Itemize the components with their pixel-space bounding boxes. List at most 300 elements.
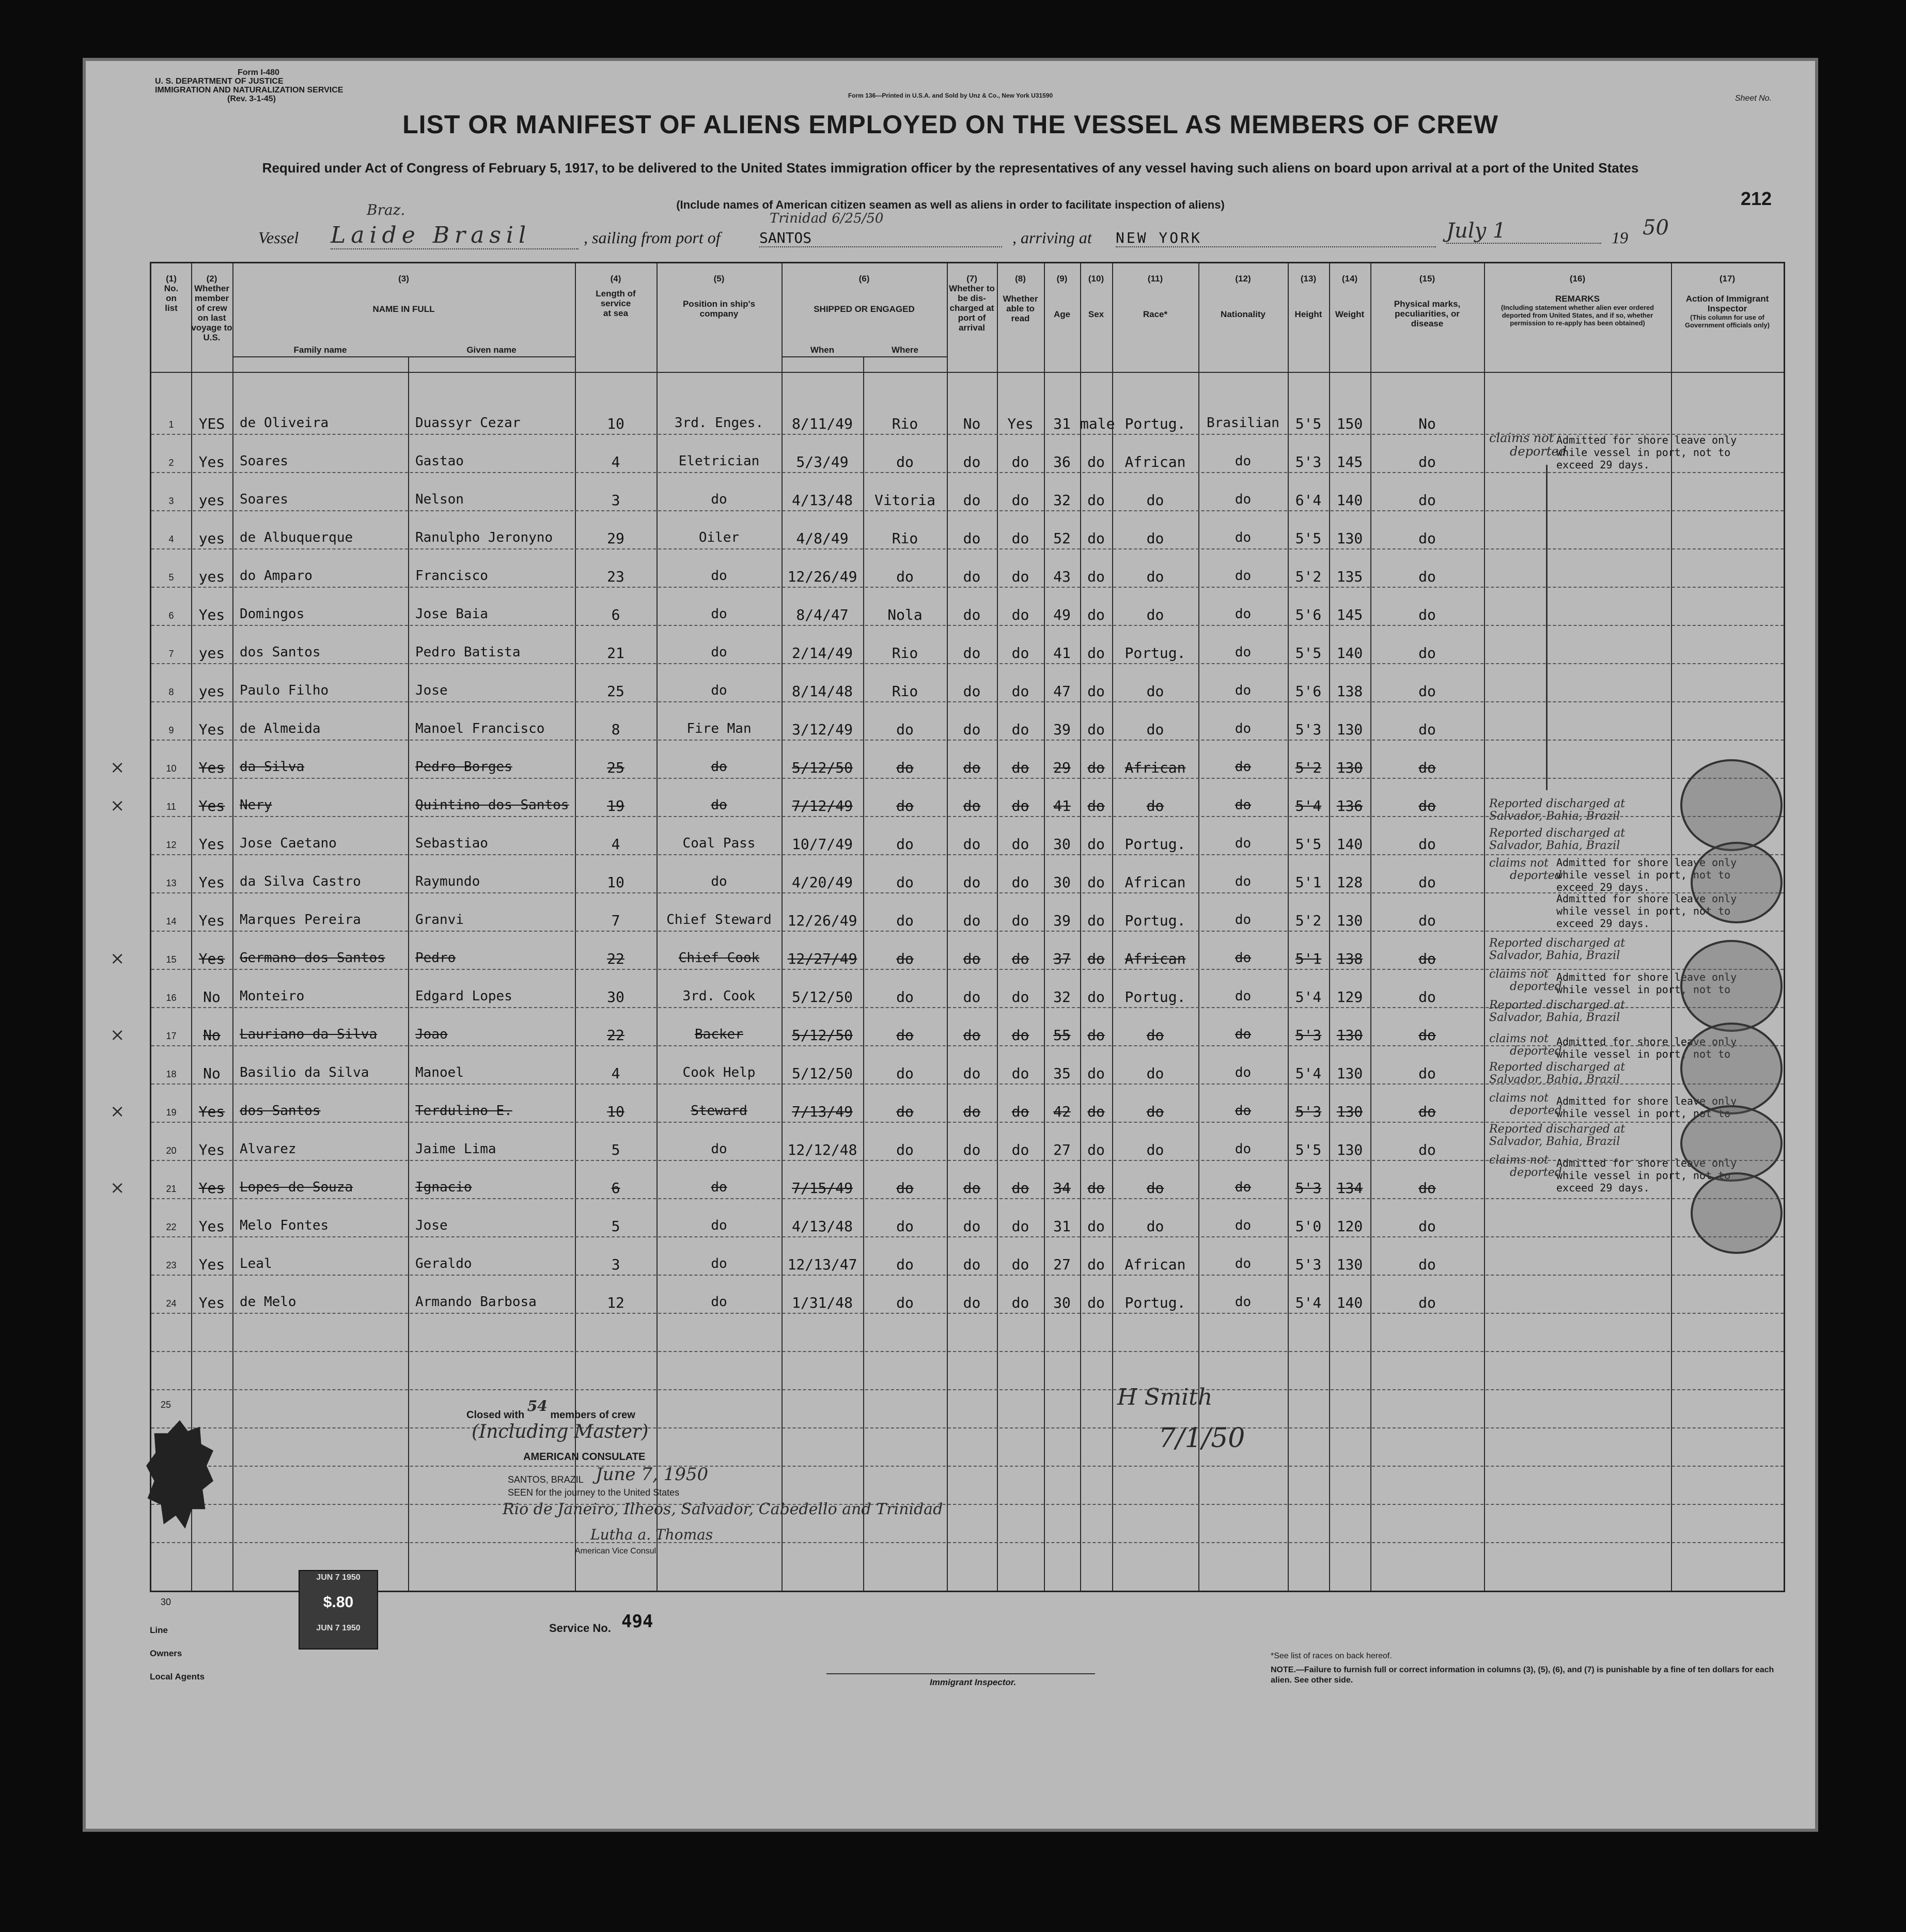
given-name: Jaime Lima (415, 1141, 496, 1157)
position: Chief Cook (678, 950, 760, 966)
height: 5'0 (1295, 1218, 1322, 1235)
engaged-when: 7/12/49 (791, 797, 853, 814)
engaged-when: 8/4/47 (796, 606, 849, 623)
age: 41 (1053, 645, 1071, 662)
height: 5'3 (1295, 1103, 1322, 1120)
given-name: Manoel (415, 1065, 464, 1080)
col-15-header: (15) Physical marks, peculiarities, or disease (1394, 274, 1461, 328)
given-name: Jose (415, 683, 448, 698)
service-length: 19 (607, 797, 624, 814)
col-14-header: (14) Weight (1335, 274, 1365, 319)
discharged: do (963, 606, 981, 623)
sex: do (1087, 1256, 1105, 1273)
inspector-action-3: Admitted for shore leave only while vessel in port, not to exceed 29 days. (1556, 892, 1737, 930)
page-title: LIST OR MANIFEST OF ALIENS EMPLOYED ON THE VESSEL AS MEMBERS OF CREW (402, 110, 1498, 139)
inspector-date: 7/1/50 (1159, 1423, 1245, 1454)
physical-marks: do (1418, 1103, 1436, 1120)
able-to-read: do (1011, 453, 1029, 470)
family-name: Soares (240, 492, 288, 507)
discharged: do (963, 988, 981, 1006)
service-name: IMMIGRATION AND NATURALIZATION SERVICE (155, 86, 343, 95)
col-4-header: (4) Length of service at sea (596, 274, 636, 318)
table-row (151, 566, 1784, 587)
position: do (711, 568, 727, 584)
nationality: do (1235, 1027, 1252, 1042)
remark-row-17: Reported discharged at Salvador, Bahia, Brazil (1489, 999, 1626, 1024)
consulate-place: SANTOS, BRAZIL (508, 1474, 584, 1485)
remark-row-11: Reported discharged at Salvador, Bahia, Brazil (1489, 827, 1626, 852)
height: 5'3 (1295, 1027, 1322, 1044)
engaged-where: do (896, 836, 914, 853)
row-number: 20 (166, 1145, 177, 1156)
row-number: 18 (166, 1069, 177, 1079)
physical-marks: do (1418, 1218, 1436, 1235)
physical-marks: do (1418, 645, 1436, 662)
physical-marks: do (1418, 836, 1436, 853)
discharged: do (963, 912, 981, 929)
nationality: do (1235, 797, 1252, 813)
discharged: do (963, 1103, 981, 1120)
position: Coal Pass (682, 836, 756, 851)
height: 5'2 (1295, 568, 1322, 585)
vessel-prefix: Braz. (367, 201, 405, 218)
given-name: Joao (415, 1027, 448, 1042)
table-row (151, 528, 1784, 548)
race: Portug. (1124, 912, 1186, 929)
service-length: 21 (607, 645, 624, 662)
able-to-read: do (1011, 1294, 1029, 1311)
arrival-date: July 1 (1446, 219, 1601, 244)
engaged-where: do (896, 1294, 914, 1311)
position: do (711, 606, 727, 622)
consul-signature: Lutha a. Thomas (590, 1526, 713, 1543)
weight: 130 (1336, 1027, 1363, 1044)
service-length: 10 (607, 415, 624, 432)
age: 32 (1053, 988, 1071, 1006)
height: 6'4 (1295, 492, 1322, 509)
race: do (1146, 568, 1164, 585)
col-12-header: (12) Nationality (1221, 274, 1266, 319)
remark-row-15: Reported discharged at Salvador, Bahia, Brazil (1489, 937, 1626, 962)
engaged-where: Rio (892, 415, 918, 432)
able-to-read: do (1011, 988, 1029, 1006)
row-number: 2 (168, 458, 174, 468)
sex: do (1087, 1065, 1105, 1082)
weight: 136 (1336, 797, 1363, 814)
given-name: Pedro (415, 950, 456, 966)
family-name: Lopes de Souza (240, 1180, 353, 1195)
service-length: 6 (611, 606, 620, 623)
position: Steward (691, 1103, 747, 1119)
given-name: Jose (415, 1218, 448, 1233)
service-length: 10 (607, 1103, 624, 1120)
race: African (1124, 874, 1186, 891)
weight: 120 (1336, 1218, 1363, 1235)
table-row (151, 604, 1784, 625)
service-length: 4 (611, 453, 620, 470)
col-11-header: (11) Race* (1143, 274, 1168, 319)
family-name: Soares (240, 453, 288, 469)
engaged-when: 5/3/49 (796, 453, 849, 470)
col-13-header: (13) Height (1294, 274, 1322, 319)
family-name: Nery (240, 797, 272, 813)
last-voyage: yes (198, 645, 225, 662)
able-to-read: do (1011, 1256, 1029, 1273)
age: 30 (1053, 1294, 1071, 1311)
height: 5'4 (1295, 797, 1322, 814)
engaged-when: 4/13/48 (791, 492, 853, 509)
engaged-when: 4/20/49 (791, 874, 853, 891)
family-name-header: Family name (293, 345, 347, 355)
nationality: do (1235, 645, 1252, 660)
ditto-line (1546, 465, 1548, 790)
age: 31 (1053, 1218, 1071, 1235)
race: do (1146, 797, 1164, 814)
physical-marks: do (1418, 1027, 1436, 1044)
nationality: do (1235, 1141, 1252, 1157)
service-length: 5 (611, 1141, 620, 1158)
col-3-header: (3) NAME IN FULL (372, 274, 435, 314)
service-number: 494 (621, 1611, 653, 1632)
last-voyage: Yes (198, 950, 225, 967)
physical-marks: do (1418, 683, 1436, 700)
weight: 130 (1336, 530, 1363, 547)
requirement-text: Required under Act of Congress of February 5, 1917, to be delivered to the United States immigration officer by the representatives of any vessel having such aliens on board upon arrival at a port of the United States (262, 160, 1639, 176)
engaged-where: do (896, 1218, 914, 1235)
row-number: 21 (166, 1184, 177, 1194)
sex: male (1080, 415, 1115, 432)
height: 5'5 (1295, 530, 1322, 547)
table-row (151, 681, 1784, 701)
race: African (1124, 1256, 1186, 1273)
where-header: Where (892, 345, 918, 355)
given-name: Duassyr Cezar (415, 415, 521, 431)
last-voyage: yes (198, 530, 225, 547)
height: 5'5 (1295, 645, 1322, 662)
row-marker-30: 30 (161, 1597, 171, 1607)
discharged: do (963, 1294, 981, 1311)
engaged-where: do (896, 874, 914, 891)
sex: do (1087, 988, 1105, 1006)
able-to-read: do (1011, 568, 1029, 585)
position: do (711, 1218, 727, 1233)
consulate-name: AMERICAN CONSULATE (523, 1451, 646, 1463)
engaged-when: 2/14/49 (791, 645, 853, 662)
age: 27 (1053, 1256, 1071, 1273)
family-name: Leal (240, 1256, 272, 1271)
race: Portug. (1124, 645, 1186, 662)
engaged-where: do (896, 1141, 914, 1158)
given-name: Pedro Borges (415, 759, 512, 775)
engaged-where: do (896, 988, 914, 1006)
inspector-action-2: Admitted for shore leave only while vessel in port, not to exceed 29 days. (1556, 856, 1737, 893)
last-voyage: Yes (198, 1103, 225, 1120)
discharged: do (963, 1218, 981, 1235)
given-name: Ranulpho Jeronyno (415, 530, 553, 545)
engaged-where: do (896, 568, 914, 585)
sailing-label: , sailing from port of (584, 228, 721, 247)
age: 34 (1053, 1180, 1071, 1197)
strike-mark-icon: × (110, 1177, 125, 1198)
height: 5'5 (1295, 836, 1322, 853)
nationality: do (1235, 759, 1252, 775)
discharged: do (963, 1256, 981, 1273)
remark-row-10: Reported discharged at Salvador, Bahia, Brazil (1489, 797, 1626, 823)
printer-line: Form 136—Printed in U.S.A. and Sold by Unz & Co., New York U31590 (848, 92, 1053, 99)
official-seal-stamp (1691, 842, 1783, 923)
discharged: do (963, 530, 981, 547)
physical-marks: do (1418, 1180, 1436, 1197)
closed-with-line: Closed with 54 members of crew (466, 1397, 635, 1421)
row-number: 3 (168, 496, 174, 506)
nationality: Brasilian (1207, 415, 1279, 431)
family-name: Melo Fontes (240, 1218, 329, 1233)
sex: do (1087, 606, 1105, 623)
service-length: 10 (607, 874, 624, 891)
height: 5'1 (1295, 950, 1322, 967)
physical-marks: do (1418, 874, 1436, 891)
able-to-read: do (1011, 721, 1029, 738)
sex: do (1087, 1294, 1105, 1311)
physical-marks: No (1418, 415, 1436, 432)
engaged-where: do (896, 950, 914, 967)
remark-row-1: claims not deported (1489, 431, 1567, 459)
nationality: do (1235, 1218, 1252, 1233)
col-1-header: (1) No. on list (164, 274, 179, 313)
race: do (1146, 1141, 1164, 1158)
discharged: do (963, 950, 981, 967)
include-note: (Include names of American citizen seamen as well as aliens in order to facilitate inspection of aliens) (676, 198, 1225, 211)
weight: 128 (1336, 874, 1363, 891)
position: do (711, 759, 727, 775)
last-voyage: Yes (198, 874, 225, 891)
height: 5'3 (1295, 721, 1322, 738)
weight: 138 (1336, 950, 1363, 967)
nationality: do (1235, 683, 1252, 698)
table-row (151, 1254, 1784, 1275)
row-number: 12 (166, 840, 177, 850)
last-voyage: No (203, 1027, 221, 1044)
sex: do (1087, 1180, 1105, 1197)
family-name: Jose Caetano (240, 836, 337, 851)
service-length: 25 (607, 683, 624, 700)
discharged: do (963, 568, 981, 585)
row-number: 24 (166, 1298, 177, 1309)
row-number: 5 (168, 572, 174, 583)
race: Portug. (1124, 1294, 1186, 1311)
remark-row-22: claims not deported (1489, 1154, 1562, 1179)
weight: 130 (1336, 759, 1363, 776)
weight: 150 (1336, 415, 1363, 432)
engaged-where: Vitoria (874, 492, 935, 509)
height: 5'3 (1295, 1256, 1322, 1273)
official-seal-stamp (1691, 1172, 1783, 1254)
row-number: 1 (168, 419, 174, 430)
service-length: 3 (611, 492, 620, 509)
inspector-action-5: Admitted for shore leave only while vessel in port, not to (1556, 1035, 1737, 1060)
discharged: do (963, 683, 981, 700)
able-to-read: do (1011, 1103, 1029, 1120)
family-name: Alvarez (240, 1141, 296, 1157)
weight: 130 (1336, 912, 1363, 929)
inspector-action-4: Admitted for shore leave only while vessel in port, not to (1556, 971, 1737, 996)
position: Eletrician (678, 453, 760, 469)
nationality: do (1235, 606, 1252, 622)
weight: 145 (1336, 453, 1363, 470)
table-row (151, 490, 1784, 510)
given-name: Edgard Lopes (415, 988, 512, 1004)
position: 3rd. Cook (682, 988, 756, 1004)
given-name: Pedro Batista (415, 645, 521, 660)
last-voyage: Yes (198, 912, 225, 929)
family-name: da Silva Castro (240, 874, 361, 889)
service-length: 22 (607, 950, 624, 967)
row-number: 6 (168, 610, 174, 621)
table-row (151, 1292, 1784, 1313)
col-7-header: (7) Whether to be dis-charged at port of arrival (949, 274, 995, 333)
position: do (711, 492, 727, 507)
sex: do (1087, 721, 1105, 738)
engaged-when: 12/27/49 (787, 950, 857, 967)
departure-port: SANTOS (759, 229, 1002, 247)
remark-row-20: claims not deported (1489, 1092, 1562, 1117)
col-17-header: (17) Action of Immigrant Inspector (This column for use of Government officials only) (1685, 274, 1770, 329)
family-name: de Oliveira (240, 415, 329, 431)
race: African (1124, 759, 1186, 776)
nationality: do (1235, 912, 1252, 928)
engaged-when: 12/13/47 (787, 1256, 857, 1273)
height: 5'3 (1295, 1180, 1322, 1197)
footer-owners-label: Owners (150, 1648, 182, 1658)
engaged-when: 8/14/48 (791, 683, 853, 700)
arrival-port: NEW YORK (1116, 229, 1436, 247)
last-voyage: Yes (198, 453, 225, 470)
family-name: de Almeida (240, 721, 321, 736)
form-revision: (Rev. 3-1-45) (227, 95, 276, 103)
engaged-where: do (896, 1256, 914, 1273)
col-8-header: (8) Whether able to read (1003, 274, 1038, 323)
position: Fire Man (686, 721, 752, 736)
height: 5'1 (1295, 874, 1322, 891)
age: 55 (1053, 1027, 1071, 1044)
last-voyage: yes (198, 492, 225, 509)
able-to-read: Yes (1007, 415, 1034, 432)
race: do (1146, 1027, 1164, 1044)
height: 5'4 (1295, 1065, 1322, 1082)
revenue-stamp: JUN 7 1950 $.80 JUN 7 1950 (299, 1570, 378, 1650)
nationality: do (1235, 568, 1252, 584)
last-voyage: Yes (198, 836, 225, 853)
age: 39 (1053, 912, 1071, 929)
physical-marks: do (1418, 721, 1436, 738)
race: Portug. (1124, 415, 1186, 432)
strike-mark-icon: × (110, 1101, 125, 1122)
physical-marks: do (1418, 988, 1436, 1006)
given-name: Ignacio (415, 1180, 472, 1195)
physical-marks: do (1418, 606, 1436, 623)
service-length: 12 (607, 1294, 624, 1311)
age: 39 (1053, 721, 1071, 738)
age: 30 (1053, 836, 1071, 853)
engaged-when: 1/31/48 (791, 1294, 853, 1311)
physical-marks: do (1418, 530, 1436, 547)
nationality: do (1235, 1256, 1252, 1271)
discharged: do (963, 1180, 981, 1197)
given-name: Armando Barbosa (415, 1294, 537, 1310)
given-name: Nelson (415, 492, 464, 507)
weight: 130 (1336, 1103, 1363, 1120)
agency-name: U. S. DEPARTMENT OF JUSTICE (155, 77, 284, 86)
family-name: Marques Pereira (240, 912, 361, 928)
position: do (711, 683, 727, 698)
physical-marks: do (1418, 1294, 1436, 1311)
official-seal-stamp (1680, 1023, 1783, 1114)
able-to-read: do (1011, 797, 1029, 814)
sex: do (1087, 874, 1105, 891)
service-length: 7 (611, 912, 620, 929)
inspector-action-1: Admitted for shore leave only while vessel in port, not to exceed 29 days. (1556, 434, 1737, 471)
engaged-when: 8/11/49 (791, 415, 853, 432)
col-9-header: (9) Age (1053, 274, 1071, 319)
table-row (151, 910, 1784, 931)
family-name: Lauriano da Silva (240, 1027, 378, 1042)
row-number: 7 (168, 649, 174, 659)
position: Cook Help (682, 1065, 756, 1080)
nationality: do (1235, 1180, 1252, 1195)
discharged: do (963, 1027, 981, 1044)
race: do (1146, 1103, 1164, 1120)
family-name: dos Santos (240, 1103, 321, 1119)
service-length: 22 (607, 1027, 624, 1044)
nationality: do (1235, 988, 1252, 1004)
sex: do (1087, 1027, 1105, 1044)
family-name: Basilio da Silva (240, 1065, 369, 1080)
sex: do (1087, 797, 1105, 814)
footer-agents-label: Local Agents (150, 1672, 205, 1682)
discharged: do (963, 1141, 981, 1158)
able-to-read: do (1011, 1180, 1029, 1197)
race: Portug. (1124, 988, 1186, 1006)
row-number: 10 (166, 763, 177, 774)
row-number: 9 (168, 725, 174, 735)
remark-row-16: claims not deported (1489, 968, 1562, 993)
engaged-where: Rio (892, 645, 918, 662)
sex: do (1087, 912, 1105, 929)
discharged: do (963, 492, 981, 509)
physical-marks: do (1418, 759, 1436, 776)
discharged: do (963, 797, 981, 814)
engaged-where: do (896, 797, 914, 814)
seen-for-journey: SEEN for the journey to the United States (508, 1487, 680, 1498)
col-10-header: (10) Sex (1088, 274, 1104, 319)
sex: do (1087, 683, 1105, 700)
inspector-action-6: Admitted for shore leave only while vessel in port, not to (1556, 1095, 1737, 1120)
race: African (1124, 950, 1186, 967)
able-to-read: do (1011, 950, 1029, 967)
family-name: da Silva (240, 759, 305, 775)
family-name: dos Santos (240, 645, 321, 660)
age: 49 (1053, 606, 1071, 623)
form-number: Form I-480 (238, 68, 279, 77)
given-name: Francisco (415, 568, 488, 584)
engaged-when: 12/26/49 (787, 912, 857, 929)
race: do (1146, 530, 1164, 547)
service-length: 29 (607, 530, 624, 547)
table-row (151, 719, 1784, 740)
nationality: do (1235, 950, 1252, 966)
immigrant-inspector-label: Immigrant Inspector. (930, 1677, 1017, 1687)
engaged-where: do (896, 912, 914, 929)
